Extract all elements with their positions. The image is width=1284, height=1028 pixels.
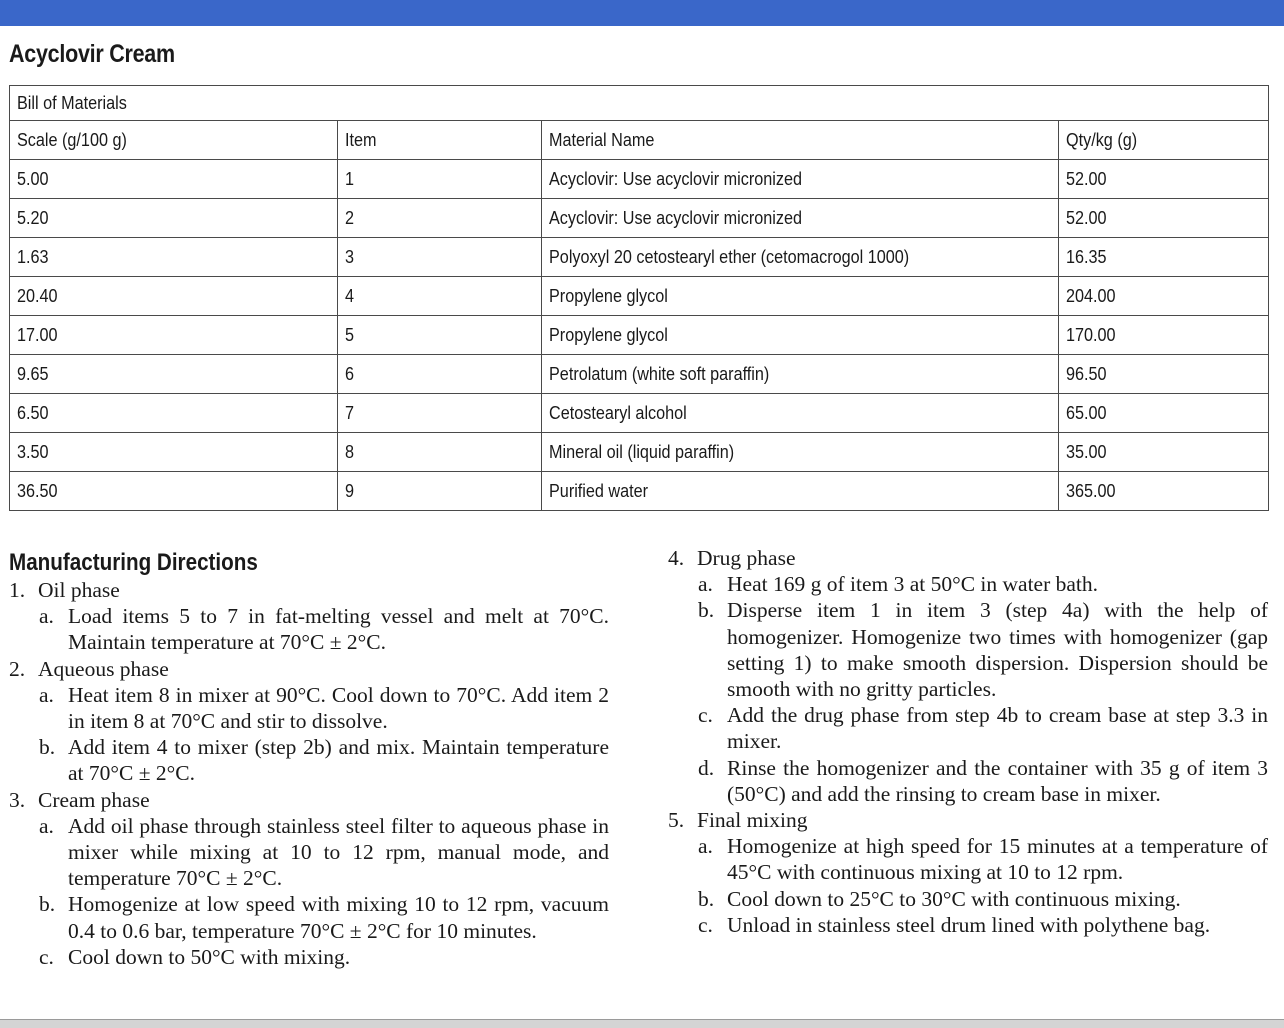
step-number: 2. bbox=[9, 656, 26, 681]
table-row bbox=[10, 394, 1269, 433]
substep-letter: b. bbox=[39, 892, 56, 917]
substep bbox=[668, 912, 1268, 938]
cell-scale: 3.50 bbox=[10, 433, 338, 472]
step-title: Cream phase bbox=[38, 787, 150, 812]
header-scale: Scale (g/100 g) bbox=[10, 121, 338, 160]
substep-text: Add the drug phase from step 4b to cream base at step 3.3 in mixer. bbox=[727, 703, 1268, 754]
page-title: Acyclovir Cream bbox=[9, 40, 175, 68]
substep bbox=[668, 702, 1268, 754]
substep-text: Heat item 8 in mixer at 90°C. Cool down to 70°C. Add item 2 in item 8 at 70°C and stir to dissolve. bbox=[68, 682, 609, 734]
substep bbox=[668, 833, 1268, 885]
top-bar bbox=[0, 0, 1284, 26]
cell-scale: 17.00 bbox=[10, 316, 338, 355]
cell-material: Propylene glycol bbox=[542, 316, 1059, 355]
table-row bbox=[10, 238, 1269, 277]
header-qty: Qty/kg (g) bbox=[1059, 121, 1269, 160]
substep-letter: a. bbox=[698, 834, 713, 859]
substep bbox=[9, 603, 609, 655]
substep bbox=[668, 571, 1268, 597]
cell-material: Polyoxyl 20 cetostearyl ether (cetomacrogol 1000) bbox=[542, 238, 1059, 277]
substep-text: Unload in stainless steel drum lined with polythene bag. bbox=[727, 912, 1211, 937]
substep bbox=[9, 682, 609, 734]
cell-item: 9 bbox=[338, 472, 542, 511]
directions-left-column bbox=[9, 545, 609, 970]
substep bbox=[9, 944, 609, 970]
step-title: Aqueous phase bbox=[38, 656, 169, 681]
cell-item: 6 bbox=[338, 355, 542, 394]
cell-scale: 1.63 bbox=[10, 238, 338, 277]
cell-material: Petrolatum (white soft paraffin) bbox=[542, 355, 1059, 394]
step-number: 1. bbox=[9, 578, 26, 602]
substep bbox=[9, 891, 609, 943]
step-title: Oil phase bbox=[38, 578, 120, 602]
cell-item: 1 bbox=[338, 160, 542, 199]
step-number: 5. bbox=[668, 808, 685, 833]
step-title: Final mixing bbox=[697, 808, 808, 833]
substep-letter: c. bbox=[698, 703, 713, 728]
substep-text: Cool down to 50°C with mixing. bbox=[68, 944, 351, 969]
substep-letter: a. bbox=[698, 572, 713, 597]
section-heading: Manufacturing Directions bbox=[9, 549, 258, 576]
substep-text: Homogenize at low speed with mixing 10 to 12 rpm, vacuum 0.4 to 0.6 bar, temperature 70°C ± 2°C for 10 minutes. bbox=[68, 892, 609, 943]
cell-item: 8 bbox=[338, 433, 542, 472]
substep-letter: a. bbox=[39, 813, 54, 838]
cell-scale: 20.40 bbox=[10, 277, 338, 316]
substep-letter: c. bbox=[698, 912, 713, 937]
step-final-mixing bbox=[668, 807, 1268, 938]
cell-qty: 65.00 bbox=[1059, 394, 1269, 433]
cell-scale: 6.50 bbox=[10, 394, 338, 433]
substep-text: Heat 169 g of item 3 at 50°C in water bath. bbox=[727, 572, 1099, 597]
directions-right-column bbox=[668, 545, 1268, 938]
table-header-row bbox=[10, 121, 1269, 160]
substep bbox=[668, 886, 1268, 912]
cell-material: Purified water bbox=[542, 472, 1059, 511]
cell-scale: 36.50 bbox=[10, 472, 338, 511]
cell-material: Propylene glycol bbox=[542, 277, 1059, 316]
cell-item: 3 bbox=[338, 238, 542, 277]
substep-text: Homogenize at high speed for 15 minutes at a temperature of 45°C with continuous mixing at 10 to 12 rpm. bbox=[727, 834, 1268, 885]
header-item: Item bbox=[338, 121, 542, 160]
substep-text: Rinse the homogenizer and the container with 35 g of item 3 (50°C) and add the rinsing to cream base in mixer. bbox=[727, 755, 1268, 806]
cell-scale: 9.65 bbox=[10, 355, 338, 394]
cell-material: Acyclovir: Use acyclovir micronized bbox=[542, 199, 1059, 238]
cell-qty: 204.00 bbox=[1059, 277, 1269, 316]
substep-text: Add item 4 to mixer (step 2b) and mix. Maintain temperature at 70°C ± 2°C. bbox=[68, 735, 609, 786]
substep bbox=[9, 813, 609, 892]
step-cream-phase bbox=[9, 787, 609, 970]
cell-qty: 170.00 bbox=[1059, 316, 1269, 355]
step-number: 4. bbox=[668, 546, 685, 570]
table-row bbox=[10, 355, 1269, 394]
cell-item: 7 bbox=[338, 394, 542, 433]
table-row bbox=[10, 316, 1269, 355]
table-row bbox=[10, 472, 1269, 511]
cell-scale: 5.20 bbox=[10, 199, 338, 238]
table-row bbox=[10, 277, 1269, 316]
substep-letter: b. bbox=[39, 735, 56, 760]
table-caption-row bbox=[10, 86, 1269, 121]
cell-material: Acyclovir: Use acyclovir micronized bbox=[542, 160, 1059, 199]
step-number: 3. bbox=[9, 787, 26, 812]
cell-qty: 35.00 bbox=[1059, 433, 1269, 472]
substep-letter: d. bbox=[698, 755, 715, 780]
substep-letter: b. bbox=[698, 886, 715, 911]
step-oil-phase bbox=[9, 577, 609, 656]
substep-text: Add oil phase through stainless steel filter to aqueous phase in mixer while mixing at 10 to 12 rpm, manual mode, and temperature 70°C ± 2°C. bbox=[68, 813, 609, 891]
cell-qty: 365.00 bbox=[1059, 472, 1269, 511]
step-aqueous-phase bbox=[9, 656, 609, 787]
substep-text: Cool down to 25°C to 30°C with continuous mixing. bbox=[727, 886, 1181, 911]
step-title: Drug phase bbox=[697, 546, 796, 570]
substep-letter: a. bbox=[39, 682, 54, 707]
bill-of-materials-table bbox=[9, 85, 1269, 511]
substep-letter: c. bbox=[39, 944, 54, 969]
substep-letter: b. bbox=[698, 598, 715, 623]
cell-item: 4 bbox=[338, 277, 542, 316]
table-row bbox=[10, 160, 1269, 199]
cell-qty: 52.00 bbox=[1059, 160, 1269, 199]
cell-qty: 16.35 bbox=[1059, 238, 1269, 277]
cell-item: 5 bbox=[338, 316, 542, 355]
cell-material: Cetostearyl alcohol bbox=[542, 394, 1059, 433]
cell-item: 2 bbox=[338, 199, 542, 238]
substep-letter: a. bbox=[39, 604, 54, 629]
table-row bbox=[10, 433, 1269, 472]
substep bbox=[668, 755, 1268, 807]
substep bbox=[9, 734, 609, 786]
cell-material: Mineral oil (liquid paraffin) bbox=[542, 433, 1059, 472]
cell-scale: 5.00 bbox=[10, 160, 338, 199]
substep-text: Load items 5 to 7 in fat-melting vessel and melt at 70°C. Maintain temperature at 70°C ± 2°C. bbox=[68, 604, 609, 655]
table-row bbox=[10, 199, 1269, 238]
substep bbox=[668, 597, 1268, 702]
cell-qty: 52.00 bbox=[1059, 199, 1269, 238]
cell-qty: 96.50 bbox=[1059, 355, 1269, 394]
table-caption: Bill of Materials bbox=[10, 86, 1269, 121]
substep-text: Disperse item 1 in item 3 (step 4a) with the help of homogenizer. Homogenize two times with homogenizer (gap setting 1) to make smooth dispersion. Dispersion should be smooth with no gritty particles. bbox=[727, 598, 1268, 702]
header-material-name: Material Name bbox=[542, 121, 1059, 160]
step-drug-phase bbox=[668, 545, 1268, 807]
